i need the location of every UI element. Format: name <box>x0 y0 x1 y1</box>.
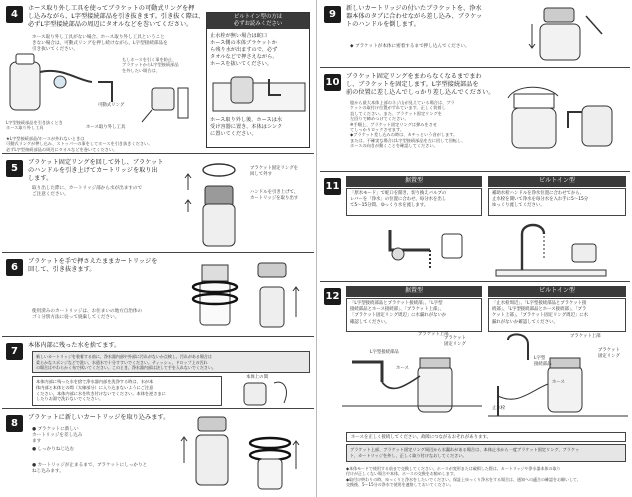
step-text: ブラケットを手で押さえたままカートリッジを 回して、引き抜きます。 <box>28 258 158 274</box>
tool-caption-2: L字型接続部品を引き抜くとき ホース取り外し工具 <box>6 120 63 131</box>
step-4-illustration <box>2 52 202 132</box>
step-8-bullet-2: ● しっかりねじ込む <box>32 447 75 452</box>
body-top-label: 本体上の間 <box>246 375 268 380</box>
countertop-instruction: 「原水モード」で蛇口を開き、切り換えバルブの レバーを「浄水」の位置に合わせ、毎分水を出し て5〜15分間、ゆっくり水を流します。 <box>346 188 482 216</box>
builtin-warning-box <box>206 12 310 148</box>
step-number: 6 <box>6 259 23 276</box>
column-divider <box>316 0 317 497</box>
attach-bracket-illustration <box>536 4 616 64</box>
bracket-ring-label: ブラケット 固定リング <box>444 336 466 347</box>
step-text: 新しいカートリッジの付いたブラケットを、浄水 器本体のタブに合わせながら差し込み、ブラケッ トのハンドルを倒します。 <box>346 5 483 29</box>
hose-connection-note: ホースを正しく接続してください。故障につながるおそれがあります。 <box>346 432 626 442</box>
step-subtext: 億から最大本体上部のネジ山が見えている場合は、ブラ ケットの取付け位置がずれています。正しく装着し 直してください。また、ブラケット固定リングを 左回りで締めつけてください。 ※手順上、ブラケット固定リングは弾みをさせ てしっかりロックさせます。 ◆ブラケット差し込みの時は、カチッという音がします。 または、不確実な場合はL字型接続部品を左に回して回転し、 ホースの向きが動くことを確認してください。 <box>350 100 466 149</box>
step-text: 本体内部に残った水を捨てます。 <box>28 342 121 349</box>
builtin-leak-check: 「止水栓周辺」、「L字型接続部品とブラケット接 続部」、「L字型接続部品とホース接続部」、「ブラ ケット上部」、「ブラケット固定リング周辺」に水 漏れがないか確認してください。 <box>488 298 626 332</box>
right-column <box>320 2 630 497</box>
sink-illustration <box>209 75 309 115</box>
step-text: ブラケットに新しいカートリッジを取り込みます。 <box>28 414 170 421</box>
step-subtext: 取り出した際に、カートリッジ部から水が出ますので ご注意ください。 <box>32 186 143 197</box>
countertop-leak-illustration <box>342 336 482 426</box>
final-notes: ◆本体モードで使用する前まで交換してください。ホースが変形または破損した際は、カートリッジや浄水器本体の取り 付けが正しくない場合や本体、ホースの交換をお勧めします。 ◆取付け終わりの時、ゆっくりと浄水をしたいでください。保証上ゆっくり浄水をする場合は、通知への適合の確認をお願いして、 交換後、5〜15分の浄水で使用を連絡しておいてください。 <box>346 466 581 488</box>
step-6 <box>2 255 314 337</box>
left-column <box>2 2 314 497</box>
tab-countertop: 据置型 <box>346 176 482 187</box>
step-number: 12 <box>324 288 341 305</box>
builtin-instruction: 補助水栓ハンドルを浄水位置に合わせてから、 止水栓を開いて浄水を毎分水を入れ手に5〜15分 ゆっくり流してください。 <box>488 188 626 216</box>
stop-valve-label: 止水栓 <box>492 406 506 411</box>
insert-cartridge-illustration <box>178 413 308 495</box>
tab-builtin: ビルトイン型 <box>488 286 626 297</box>
bracket-top-label-2: ブラケット上部 <box>570 334 601 339</box>
step-text: ブラケット固定リングを回して外し、ブラケット のハンドルを引き上げてカートリッジを取り出 します。 <box>28 159 164 183</box>
step-11 <box>320 174 630 282</box>
step-number: 5 <box>6 160 23 177</box>
step-number: 10 <box>324 74 341 91</box>
tab-countertop: 据置型 <box>346 286 482 297</box>
step-4 <box>2 2 314 154</box>
hose-label: ホース <box>396 366 409 371</box>
step-8-bullet-1: ● ブラケットに新しい カートリッジを差し込み ます <box>32 427 83 444</box>
step-9 <box>320 2 630 68</box>
step-7 <box>2 339 314 409</box>
tab-builtin: ビルトイン型 <box>488 176 626 187</box>
movable-ring-label: 可動式リング <box>98 103 125 108</box>
countertop-leak-check: 「L字型接続部品とブラケット接続部」、「L字型 接続部品とホース接続部」、「ブラケット上部」、 「ブラケット固定リング周辺」に水漏れがないか 確認してください。 <box>346 298 482 332</box>
l-part-label: L字型接続部品 <box>370 350 399 355</box>
cleaning-instruction-box: 新しいカートリッジを装着する前に、浄水器内部や外部に汚れがないか点検し、汚れがある場合は 柔らかなスポンジなどで洗い、水道水で十分すすいでください。ティッシュ、ドロップ上の汚れ の場合はやわらかく布で拭いてください。このとき、浄水器内部は決して手を入れないでください。 <box>32 351 310 373</box>
step-8 <box>2 411 314 497</box>
step-10 <box>320 70 630 172</box>
cartridge-removal-illustration <box>194 160 254 250</box>
l-part-label-2: L字型 接続部品 <box>534 356 552 367</box>
water-caution-box: 本体内部に残った水を捨て浄水器内部を洗浄する時は、水が本 体内部と本体との間（太線部分）に入り込まないようにご注意 ください。本体内部に水を吹き付けないでください。本体を逆さまに したりお湯で洗わないでください。 <box>32 376 222 406</box>
fix-ring-illustration <box>506 76 626 166</box>
tool-caption: もしホースを引く事を防止、 ブラケットからL字型接続部品 を外したい場合は、 <box>122 57 179 73</box>
handle-lift-label: ハンドルを引き上げて、 カートリッジを取り出す <box>250 190 299 201</box>
leak-fix-note: ブラケット上部、ブラケット固定リング周辺から水漏れがある場合は、本体止水から一度ブラケット固定リング、ブラケッ ト、カートリッジを外し、正しく取り付けなおしてください。 <box>346 444 626 462</box>
step-5 <box>2 156 314 253</box>
body-illustration <box>234 377 304 407</box>
step-4-note: ★L字型接続部品/ホースが外れないときは 可動式リングが押し込み、ストッパーの事をしてホースを引き抜きください。 必ずL字型接続部品の周辺にタオルなどを巻いてください。 <box>6 136 153 152</box>
hose-tool-label: ホース取り外し工具 <box>86 125 126 130</box>
warning-body-1: 止水栓が無い場合は蛇口 ホース側の本体ブラケットか ら残り水が出ますので、必ず タオルなどで押さえながら、 ホースを抜いてください。 <box>210 33 278 67</box>
step-text: ブラケット固定リングをまわらなくなるまでまわ し、ブラケットを固定します。L字型接続部品を 前の位置に差し込んでしっかり差し込んでください。 <box>346 73 495 97</box>
ring-remove-label: ブラケット固定リングを 回して外す <box>250 166 298 177</box>
step-8-bullet-3: ● カートリッジが止まるまで、ブラケットにしっかりと ねじ込みます。 <box>32 463 148 474</box>
step-subtext: ◆ ブラケットが本体に密着するまで押し込んでください。 <box>350 44 470 49</box>
step-subtext: ホース取り外し工具がない場合、ホース取り外し工具ということ きない場合は、可動式リングを押し続けながら、L字型接続部品を 引き抜いてください。 <box>32 35 168 52</box>
step-number: 7 <box>6 343 23 360</box>
step-number: 9 <box>324 6 341 23</box>
bracket-ring-label-2: ブラケット 固定リング <box>598 348 620 359</box>
step-number: 8 <box>6 415 23 432</box>
step-subtext: 使用済みのカートリッジは、お住まいの地方自治体の ゴミ分別方法に従って廃棄してください。 <box>32 309 143 320</box>
step-number: 11 <box>324 178 341 195</box>
step-text: ホース取り外し工具を使ってブラケットの可動式リングを押 し込みながら、L字型接続部品を引き抜きます。引き抜く際は、 必ずL字型接続部品の周辺にタオルなどを巻いてください。 <box>28 5 205 29</box>
countertop-faucet-illustration <box>350 220 480 280</box>
step-number: 4 <box>6 6 23 23</box>
twist-cartridge-illustration <box>188 257 308 333</box>
hose-label-2: ホース <box>552 380 565 385</box>
warning-body-2: ホース取り外し後、ホースは水 受け容器に置き、本体はシンク に置いてください。 <box>210 117 283 137</box>
builtin-faucet-illustration <box>492 220 622 280</box>
bracket-top-label: ブラケット上部 <box>418 332 449 337</box>
warning-title: ビルトイン型の方は 必ずお読みください <box>207 13 309 29</box>
step-12 <box>320 284 630 497</box>
